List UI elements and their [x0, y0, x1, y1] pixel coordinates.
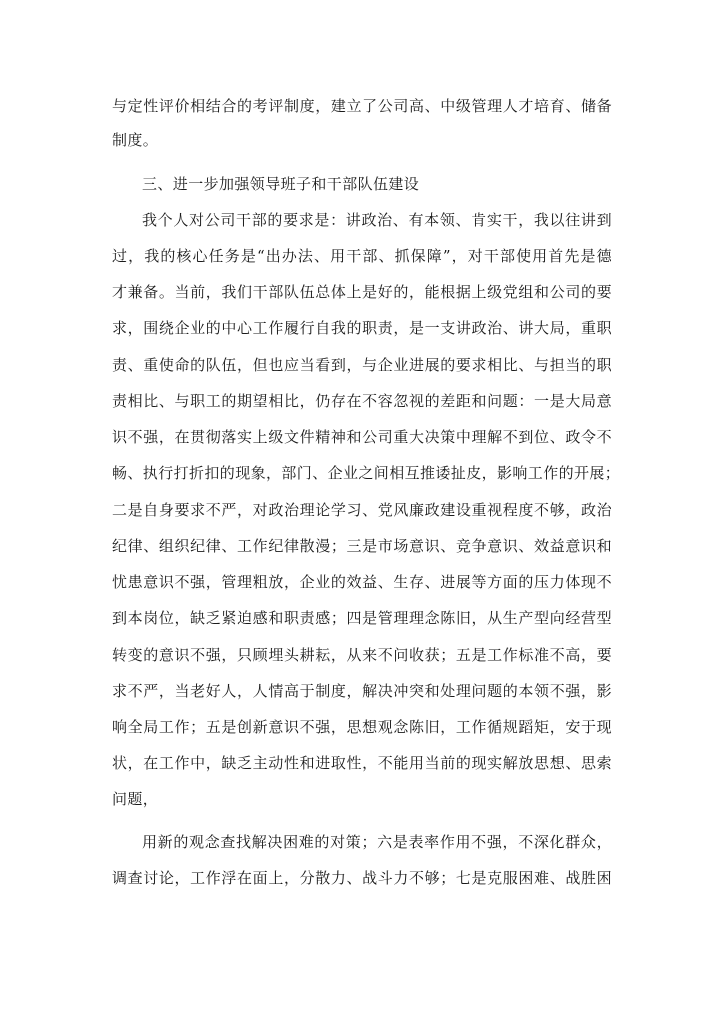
section-heading: 三、进一步加强领导班子和干部队伍建设	[142, 175, 420, 193]
text-line: 与定性评价相结合的考评制度，建立了公司高、中级管理人才培育、储备	[112, 97, 612, 115]
text-line: 纪律、组织纪律、工作纪律散漫；三是市场意识、竞争意识、效益意识和	[112, 537, 612, 555]
text-line: 转变的意识不强，只顾埋头耕耘，从来不问收获；五是工作标准不高，要	[112, 646, 612, 664]
text-line: 我个人对公司干部的要求是：讲政治、有本领、肯实干，我以往讲到	[142, 211, 612, 229]
text-line: 责相比、与职工的期望相比，仍存在不容忽视的差距和问题：一是大局意	[112, 392, 612, 410]
text-line: 畅、执行打折扣的现象，部门、企业之间相互推诿扯皮，影响工作的开展；	[112, 464, 621, 482]
text-line: 状，在工作中，缺乏主动性和进取性，不能用当前的现实解放思想、思索	[112, 754, 612, 772]
text-line: 到本岗位，缺乏紧迫感和职责感；四是管理理念陈旧，从生产型向经营型	[112, 609, 612, 627]
text-line: 责、重使命的队伍，但也应当看到，与企业进展的要求相比、与担当的职	[112, 356, 612, 374]
text-line: 制度。	[112, 131, 159, 149]
text-line: 求，围绕企业的中心工作履行自我的职责，是一支讲政治、讲大局，重职	[112, 319, 612, 337]
text-line: 调查讨论，工作浮在面上，分散力、战斗力不够；七是克服困难、战胜困	[112, 869, 612, 887]
text-line: 过，我的核心任务是“出办法、用干部、抓保障”，对干部使用首先是德	[112, 247, 612, 265]
text-line: 忧患意识不强，管理粗放，企业的效益、生存、进展等方面的压力体现不	[112, 573, 612, 591]
text-line: 响全局工作；五是创新意识不强，思想观念陈旧，工作循规蹈矩，安于现	[112, 718, 612, 736]
text-line: 才兼备。当前，我们干部队伍总体上是好的，能根据上级党组和公司的要	[112, 283, 612, 301]
text-line: 用新的观念查找解决困难的对策；六是表率作用不强，不深化群众，	[142, 833, 612, 851]
text-line: 求不严，当老好人，人情高于制度，解决冲突和处理问题的本领不强，影	[112, 682, 612, 700]
text-line: 问题，	[112, 790, 159, 808]
text-line: 识不强，在贯彻落实上级文件精神和公司重大决策中理解不到位、政令不	[112, 428, 612, 446]
text-line: 二是自身要求不严，对政治理论学习、党风廉政建设重视程度不够，政治	[112, 501, 612, 519]
